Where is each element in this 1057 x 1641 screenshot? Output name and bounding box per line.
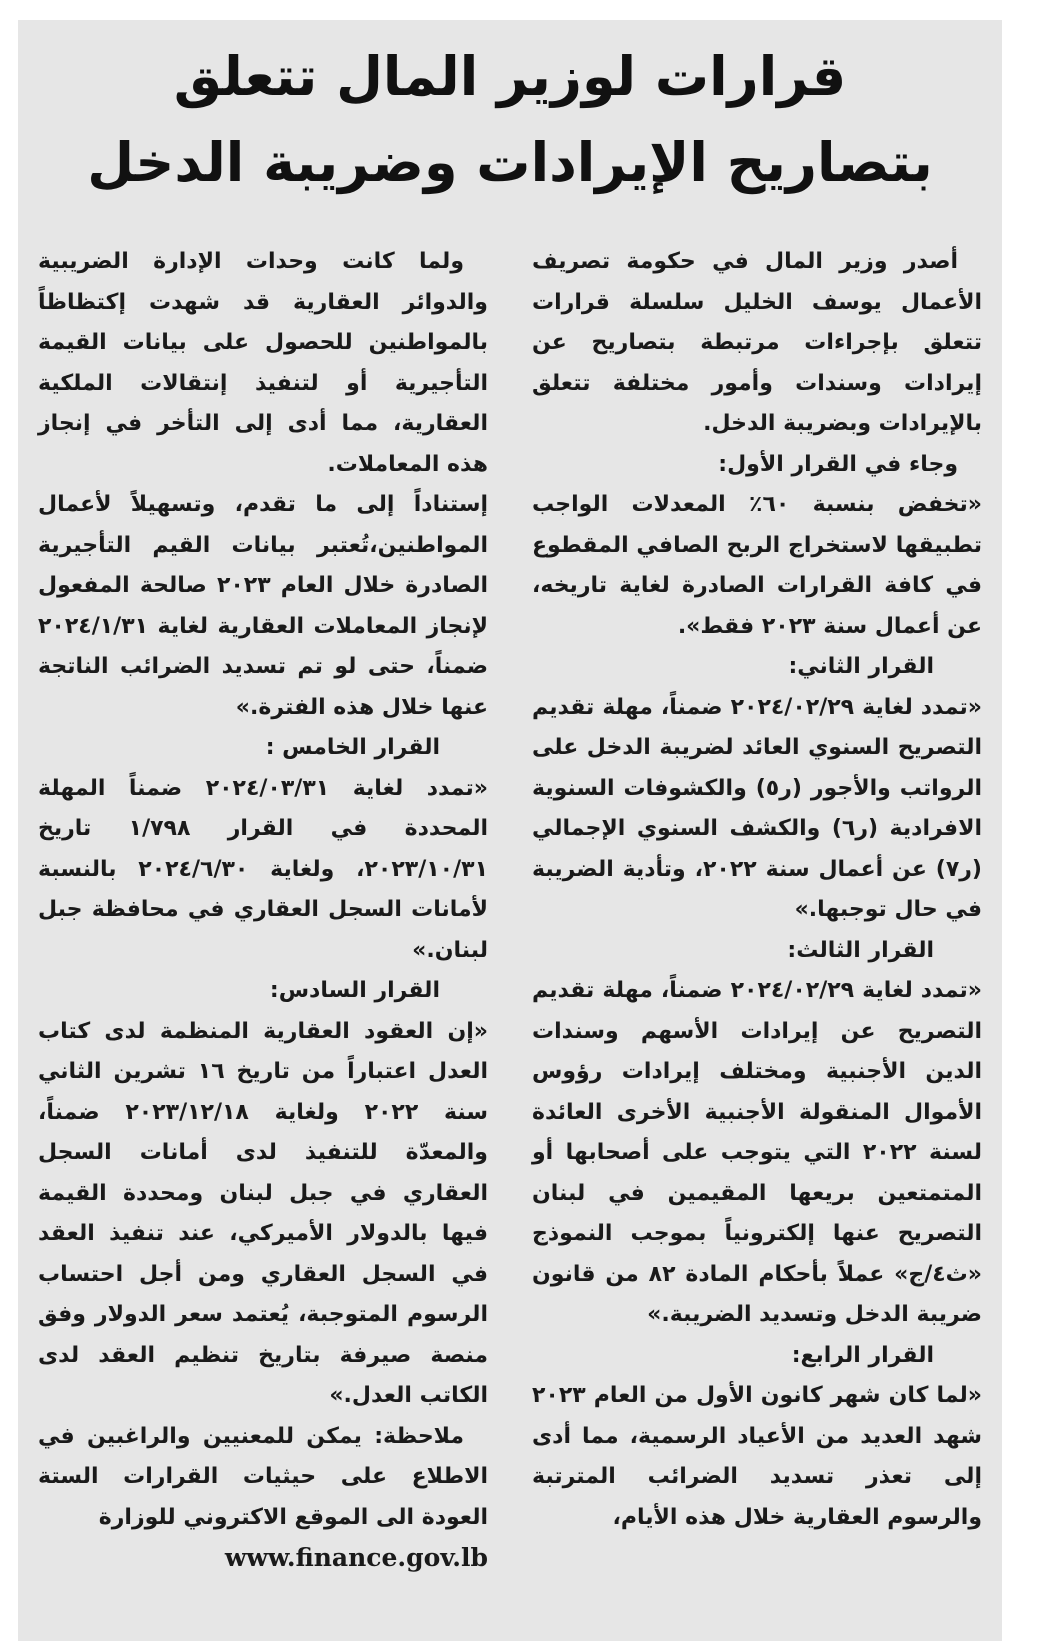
decision-6-heading: القرار السادس:	[269, 978, 440, 1003]
decision-4-ruling: إستناداً إلى ما تقدم، وتسهيلاً لأعمال المواطنين،تُعتبر بيانات القيم التأجيرية الصادرة خلال العام ٢٠٢٣ صالحة المفعول لإنجاز المعاملات العقارية لغاية ٢٠٢٤/١/٣١ ضمناً، حتى لو تم تسديد الضرائب الناتجة عنها خلال هذه الفترة.»	[38, 492, 488, 720]
decision-2-text: «تمدد لغاية ٢٠٢٤/٠٢/٢٩ ضمناً، مهلة تقديم التصريح السنوي العائد لضريبة الدخل على الرواتب والأجور (ر٥) والكشوفات السنوية الافرادية (ر٦) والكشف السنوي الإجمالي (ر٧) عن أعمال سنة ٢٠٢٢، وتأدية الضريبة في حال توجبها.»	[532, 694, 983, 922]
ministry-website-link[interactable]: www.finance.gov.lb	[224, 1543, 488, 1572]
article-body	[38, 242, 982, 1641]
intro-paragraph: أصدر وزير المال في حكومة تصريف الأعمال يوسف الخليل سلسلة قرارات تتعلق بإجراءات مرتبطة بتصاريح عن إيرادات وسندات وأمور مختلفة تتعلق بالإيرادات وبضريبة الدخل.	[532, 249, 982, 436]
decision-4-text: «لما كان شهر كانون الأول من العام ٢٠٢٣ شهد العديد من الأعياد الرسمية، مما أدى إلى تعذر تسديد الضرائب المترتبة والرسوم العقارية خلال هذه الأيام،	[532, 1383, 982, 1530]
right-column	[532, 242, 982, 1538]
decision-6-text: «إن العقود العقارية المنظمة لدى كتاب العدل اعتباراً من تاريخ ١٦ تشرين الثاني سنة ٢٠٢٢ ولغاية ٢٠٢٣/١٢/١٨ ضمناً، والمعدّة للتنفيذ لدى أمانات السجل العقاري في جبل لبنان ومحددة القيمة فيها بالدولار الأميركي، عند تنفيذ العقد في السجل العقاري ومن أجل احتساب الرسوم المتوجبة، يُعتمد سعر الدولار وفق منصة صيرفة بتاريخ تنظيم العقد لدى الكاتب العدل.»	[38, 1018, 489, 1408]
decision-3-heading: القرار الثالث:	[787, 937, 934, 963]
decision-4-continuation: ولما كانت وحدات الإدارة الضريبية والدوائر العقارية قد شهدت إكتظاظاً بالمواطنين للحصول على بيانات القيمة التأجيرية أو لتنفيذ إنتقالات الملكية العقارية، مما أدى إلى التأخر في إنجاز هذه المعاملات.	[38, 249, 488, 477]
decision-3-text: «تمدد لغاية ٢٠٢٤/٠٢/٢٩ ضمناً، مهلة تقديم التصريح عن إيرادات الأسهم وسندات الدين الأجنبية ومختلف إيرادات رؤوس الأموال المنقولة الأجنبية الأخرى العائدة لسنة ٢٠٢٢ التي يتوجب على أصحابها أو المتمتعين بريعها المقيمين في لبنان التصريح عنها إلكترونياً بموجب النموذج «ث٤/ج» عملاً بأحكام المادة ٨٢ من قانون ضريبة الدخل وتسديد الضريبة.»	[532, 978, 982, 1327]
headline-line-1: قرارات لوزير المال تتعلق	[173, 45, 847, 108]
decision-2-heading: القرار الثاني:	[788, 654, 934, 679]
decision-1-heading: وجاء في القرار الأول:	[718, 451, 958, 477]
article-headline	[18, 20, 1002, 206]
note-paragraph: ملاحظة: يمكن للمعنيين والراغبين في الاطلاع على حيثيات القرارات الستة العودة الى الموقع الاكتروني للوزارة	[38, 1423, 488, 1530]
decision-5-heading: القرار الخامس :	[265, 735, 440, 760]
decision-1-text: «تخفض بنسبة ٦٠٪ المعدلات الواجب تطبيقها لاستخراج الربح الصافي المقطوع في كافة القرارات الصادرة لغاية تاريخه، عن أعمال سنة ٢٠٢٣ فقط».	[532, 492, 982, 639]
decision-5-text: «تمدد لغاية ٢٠٢٤/٠٣/٣١ ضمناً المهلة المحددة في القرار ١/٧٩٨ تاريخ ٢٠٢٣/١٠/٣١، ولغاية ٢٠٢٤/٦/٣٠ بالنسبة لأمانات السجل العقاري في محافظة جبل لبنان.»	[38, 775, 489, 963]
headline-line-2: بتصاريح الإيرادات وضريبة الدخل	[87, 131, 933, 194]
decision-4-heading: القرار الرابع:	[791, 1342, 934, 1368]
newspaper-clipping	[18, 20, 1002, 1641]
left-column	[38, 242, 488, 1579]
